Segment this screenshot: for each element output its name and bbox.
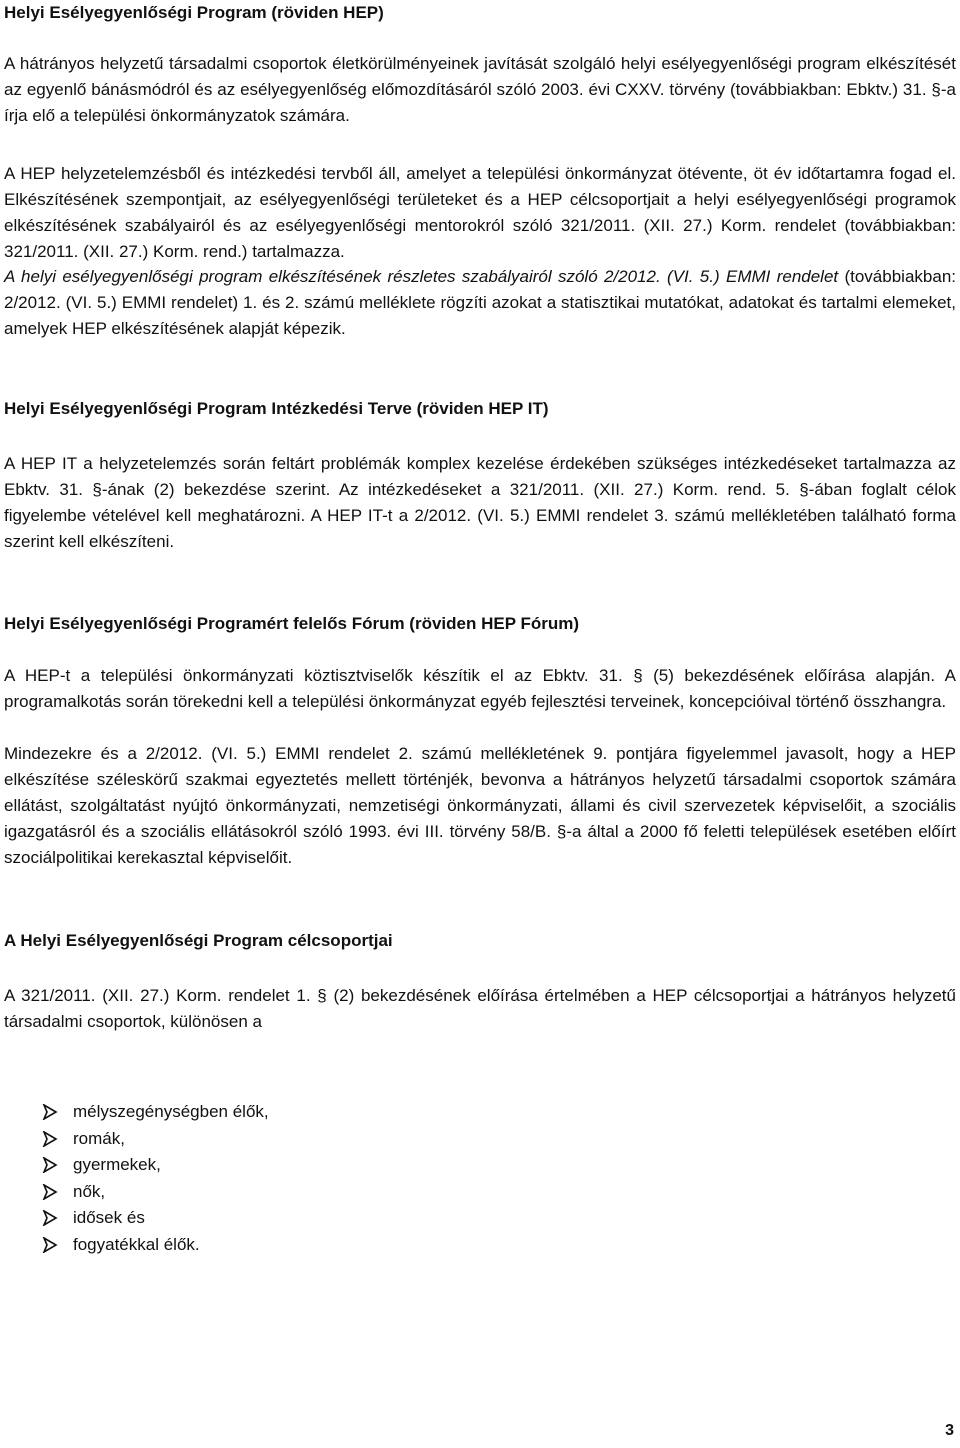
arrow-right-icon	[42, 1131, 58, 1147]
paragraph-hep-it: A HEP IT a helyzetelemzés során feltárt problémák komplex kezelése érdekében szükséges intézkedéseket tartalmazza az Ebktv. 31. §-ának (2) bekezdése szerint. Az intézkedéseket a 321/2011. (XII. 27.) Korm. rend. 5. §-ában foglalt célok figyelembe vételével kell meghatározni. A HEP IT-t a 2/2012. (VI. 5.) EMMI rendelet 3. számú mellékletében található forma szerint kell elkészíteni.	[4, 454, 956, 551]
list-item-label: nők,	[73, 1181, 106, 1201]
list-item-label: fogyatékkal élők.	[73, 1234, 200, 1254]
arrow-right-icon	[42, 1157, 58, 1173]
paragraph-hep-forum-2: Mindezekre és a 2/2012. (VI. 5.) EMMI rendelet 2. számú mellékletének 9. pontjára figyelemmel javasolt, hogy a HEP elkészítése széleskörű szakmai egyeztetés mellett történjék, bevonva a hátrányos helyzetű társadalmi csoportok számára ellátást, szolgáltatást nyújtó önkormányzati, nemzetiségi önkormányzati, állami és civil szervezetek képviselőit, a szociális igazgatásról és a szociális ellátásokról szóló 1993. évi III. törvény 58/B. §-a által a 2000 fő feletti települések esetében előírt szociálpolitikai kerekasztal képviselőit.	[4, 744, 956, 867]
page-number: 3	[945, 1422, 954, 1439]
list-item-label: romák,	[73, 1128, 125, 1148]
list-item-label: mélyszegénységben élők,	[73, 1102, 269, 1122]
section-title-hep-forum: Helyi Esélyegyenlőségi Programért felelős Fórum (röviden HEP Fórum)	[4, 614, 580, 633]
list-item-label: gyermekek,	[73, 1155, 161, 1175]
paragraph-hep-intro: A hátrányos helyzetű társadalmi csoportok életkörülményeinek javítását szolgáló helyi esélyegyenlőségi program elkészítését az egyenlő bánásmódról és az esélyegyenlőség előmozdításáról szóló 2003. évi CXXV. törvény (továbbiakban: Ebktv.) 31. §-a írja elő a települési önkormányzatok számára.	[4, 54, 956, 125]
arrow-right-icon	[42, 1237, 58, 1253]
section-title-hep-it: Helyi Esélyegyenlőségi Program Intézkedési Terve (röviden HEP IT)	[4, 399, 549, 418]
list-item	[42, 1205, 269, 1232]
paragraph-target-groups: A 321/2011. (XII. 27.) Korm. rendelet 1. § (2) bekezdésének előírása értelmében a HEP célcsoportjai a hátrányos helyzetű társadalmi csoportok, különösen a	[4, 986, 956, 1031]
paragraph-hep-structure: A HEP helyzetelemzésből és intézkedési tervből áll, amelyet a települési önkormányzat ötévente, öt év időtartamra fogad el. Elkészítésének szempontjait, az esélyegyenlőségi területeket és a HEP célcsoportjait a helyi esélyegyenlőségi programok elkészítésének szabályairól és az esélyegyenlőségi mentorokról szóló 321/2011. (XII. 27.) Korm. rendelet (továbbiakban: 321/2011. (XII. 27.) Korm. rend.) tartalmazza.	[4, 164, 956, 261]
paragraph-hep-emmi: A helyi esélyegyenlőségi program elkészítésének részletes szabályairól szóló 2/2012. (VI. 5.) EMMI rendelet (továbbiakban: 2/2012. (VI. 5.) EMMI rendelet) 1. és 2. számú melléklete rögzíti azokat a statisztikai mutatókat, adatokat és tartalmi elemeket, amelyek HEP elkészítésének alapját képezik.	[4, 267, 956, 338]
arrow-right-icon	[42, 1104, 58, 1120]
italic-lead: A helyi esélyegyenlőségi program elkészítésének részletes szabályairól szóló 2/2012. (VI. 5.) EMMI rendelet	[4, 267, 839, 286]
section-title-target-groups: A Helyi Esélyegyenlőségi Program célcsoportjai	[4, 931, 393, 950]
target-group-list	[42, 1099, 269, 1258]
paragraph-hep-forum-1: A HEP-t a települési önkormányzati köztisztviselők készítik el az Ebktv. 31. § (5) bekezdésének előírása alapján. A programalkotás során törekedni kell a települési önkormányzat egyéb fejlesztési terveinek, koncepcióival történő összhangra.	[4, 666, 956, 711]
list-item	[42, 1099, 269, 1126]
list-item	[42, 1232, 269, 1259]
section-title-hep: Helyi Esélyegyenlőségi Program (röviden HEP)	[4, 3, 384, 22]
list-item	[42, 1152, 269, 1179]
list-item	[42, 1126, 269, 1153]
arrow-right-icon	[42, 1210, 58, 1226]
list-item-label: idősek és	[73, 1208, 145, 1228]
list-item	[42, 1179, 269, 1206]
arrow-right-icon	[42, 1184, 58, 1200]
